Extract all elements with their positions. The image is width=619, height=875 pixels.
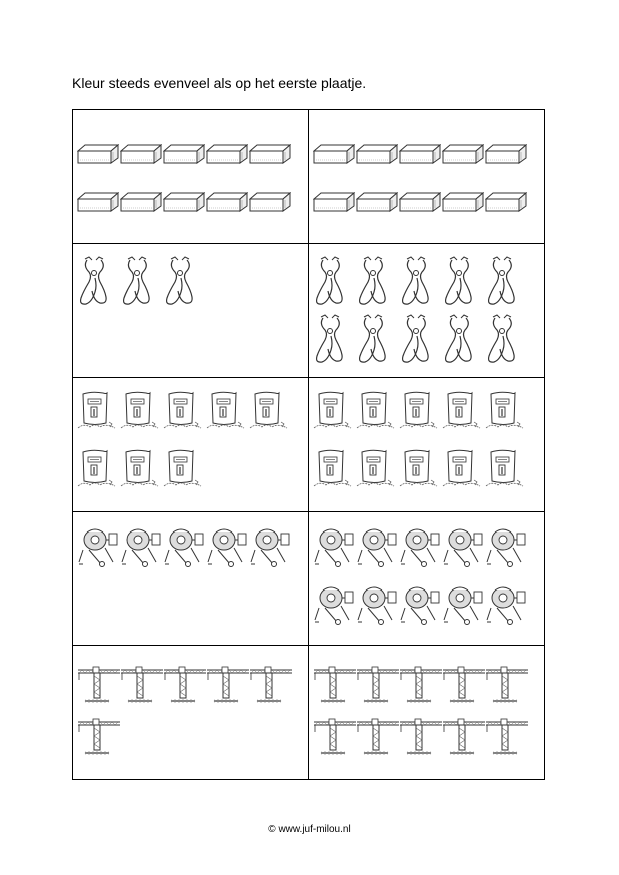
pliers-icon[interactable]: [313, 256, 349, 306]
pliers-icon[interactable]: [399, 314, 435, 364]
pliers-icon[interactable]: [356, 256, 392, 306]
cement-bag-icon: [163, 448, 203, 490]
example-cell-row-5: [73, 646, 309, 779]
cement-mixer-icon[interactable]: [313, 582, 357, 626]
cement-bag-icon: [249, 390, 289, 432]
coloring-cell-row-4: [309, 512, 544, 646]
cement-bag-icon[interactable]: [485, 390, 525, 432]
cement-bag-icon: [120, 390, 160, 432]
brick-icon: [120, 192, 162, 212]
cement-mixer-icon[interactable]: [356, 524, 400, 568]
cement-bag-icon: [120, 448, 160, 490]
brick-icon[interactable]: [485, 192, 527, 212]
instruction-text: Kleur steeds evenveel als op het eerste plaatje.: [72, 75, 367, 91]
brick-icon: [206, 144, 248, 164]
example-cell-row-2: [73, 244, 309, 378]
cement-bag-icon: [163, 390, 203, 432]
cement-mixer-icon: [77, 524, 121, 568]
tower-crane-icon: [77, 718, 121, 758]
example-cell-row-3: [73, 378, 309, 512]
pliers-icon[interactable]: [399, 256, 435, 306]
brick-icon: [77, 192, 119, 212]
tower-crane-icon[interactable]: [485, 718, 529, 758]
cement-mixer-icon: [206, 524, 250, 568]
coloring-cell-row-2: [309, 244, 544, 378]
cement-mixer-icon: [249, 524, 293, 568]
cement-bag-icon[interactable]: [356, 448, 396, 490]
brick-icon[interactable]: [356, 144, 398, 164]
copyright-footer: © www.juf-milou.nl: [268, 824, 351, 835]
tower-crane-icon[interactable]: [399, 718, 443, 758]
cement-bag-icon: [206, 390, 246, 432]
pliers-icon: [163, 256, 199, 306]
brick-icon[interactable]: [399, 192, 441, 212]
cement-mixer-icon[interactable]: [399, 582, 443, 626]
cement-bag-icon: [77, 390, 117, 432]
brick-icon: [249, 192, 291, 212]
tower-crane-icon[interactable]: [313, 666, 357, 706]
pliers-icon[interactable]: [356, 314, 392, 364]
pliers-icon: [77, 256, 113, 306]
pliers-icon[interactable]: [442, 314, 478, 364]
brick-icon[interactable]: [313, 144, 355, 164]
cement-bag-icon[interactable]: [399, 390, 439, 432]
exercise-grid: [72, 109, 545, 780]
cement-mixer-icon[interactable]: [442, 582, 486, 626]
tower-crane-icon: [163, 666, 207, 706]
brick-icon: [77, 144, 119, 164]
pliers-icon[interactable]: [485, 256, 521, 306]
cement-bag-icon: [77, 448, 117, 490]
example-cell-row-1: [73, 110, 309, 244]
cement-mixer-icon: [163, 524, 207, 568]
cement-mixer-icon[interactable]: [399, 524, 443, 568]
cement-bag-icon[interactable]: [356, 390, 396, 432]
brick-icon[interactable]: [485, 144, 527, 164]
tower-crane-icon[interactable]: [442, 666, 486, 706]
pliers-icon[interactable]: [442, 256, 478, 306]
cement-bag-icon[interactable]: [313, 390, 353, 432]
brick-icon: [206, 192, 248, 212]
brick-icon: [163, 192, 205, 212]
brick-icon[interactable]: [442, 192, 484, 212]
tower-crane-icon: [206, 666, 250, 706]
tower-crane-icon: [77, 666, 121, 706]
pliers-icon[interactable]: [313, 314, 349, 364]
brick-icon[interactable]: [442, 144, 484, 164]
cement-mixer-icon[interactable]: [313, 524, 357, 568]
tower-crane-icon[interactable]: [442, 718, 486, 758]
cement-bag-icon[interactable]: [313, 448, 353, 490]
coloring-cell-row-3: [309, 378, 544, 512]
cement-bag-icon[interactable]: [442, 448, 482, 490]
brick-icon[interactable]: [313, 192, 355, 212]
brick-icon[interactable]: [356, 192, 398, 212]
cement-bag-icon[interactable]: [485, 448, 525, 490]
tower-crane-icon[interactable]: [356, 718, 400, 758]
cement-bag-icon[interactable]: [442, 390, 482, 432]
tower-crane-icon: [249, 666, 293, 706]
tower-crane-icon[interactable]: [485, 666, 529, 706]
brick-icon: [249, 144, 291, 164]
coloring-cell-row-5: [309, 646, 544, 779]
tower-crane-icon: [120, 666, 164, 706]
cement-mixer-icon[interactable]: [485, 524, 529, 568]
cement-mixer-icon: [120, 524, 164, 568]
brick-icon: [120, 144, 162, 164]
brick-icon[interactable]: [399, 144, 441, 164]
brick-icon: [163, 144, 205, 164]
example-cell-row-4: [73, 512, 309, 646]
cement-mixer-icon[interactable]: [442, 524, 486, 568]
pliers-icon: [120, 256, 156, 306]
pliers-icon[interactable]: [485, 314, 521, 364]
cement-mixer-icon[interactable]: [356, 582, 400, 626]
coloring-cell-row-1: [309, 110, 544, 244]
tower-crane-icon[interactable]: [356, 666, 400, 706]
tower-crane-icon[interactable]: [313, 718, 357, 758]
cement-mixer-icon[interactable]: [485, 582, 529, 626]
cement-bag-icon[interactable]: [399, 448, 439, 490]
tower-crane-icon[interactable]: [399, 666, 443, 706]
